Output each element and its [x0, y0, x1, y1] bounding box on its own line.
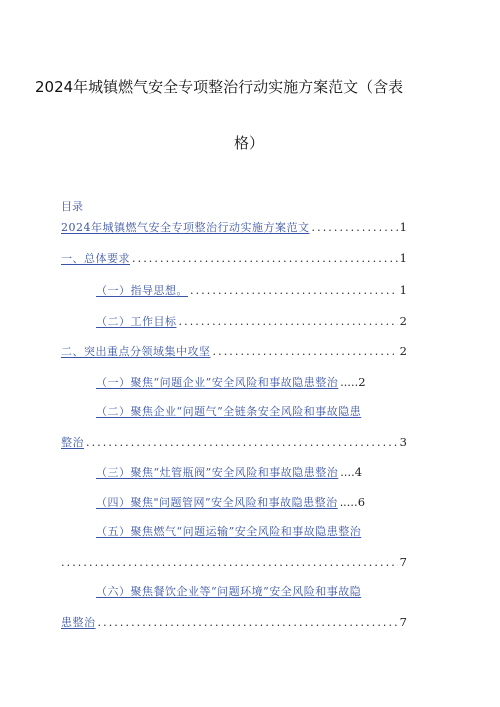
toc-leader-dots — [312, 220, 398, 236]
toc-entry-link[interactable]: 2024年城镇燃气安全专项整治行动实施方案范文 — [61, 221, 310, 234]
toc-entry-problem-environment-continuation[interactable] — [61, 614, 407, 630]
toc-leader-dots: .… — [340, 466, 355, 479]
toc-leader-dots — [190, 283, 398, 299]
toc-leader-dots — [132, 251, 398, 267]
toc-page-number: 7 — [399, 555, 407, 569]
toc-entry-link[interactable]: （五）聚焦燃气“问题运输”安全风险和事故隐患整治 — [96, 525, 362, 538]
toc-heading: 目录 — [61, 200, 83, 213]
toc-entry-link[interactable]: （二）工作目标 — [96, 315, 177, 328]
toc-entry-problem-transport-leader — [61, 554, 407, 570]
toc-entry-key-areas[interactable] — [61, 343, 407, 359]
toc-page-number: 7 — [399, 615, 407, 629]
toc-entry-problem-pipelines[interactable] — [96, 494, 365, 510]
toc-entry-guiding-ideology[interactable] — [96, 282, 407, 298]
toc-leader-dots — [98, 615, 398, 631]
toc-leader-dots — [61, 555, 398, 571]
toc-entry-problem-environment[interactable] — [96, 584, 361, 600]
toc-entry-main-title[interactable] — [61, 219, 407, 235]
toc-page-number: 6 — [357, 495, 366, 509]
document-title-line-1: 2024年城镇燃气安全专项整治行动实施方案范文（含表 — [35, 78, 404, 96]
toc-page-number: 2 — [399, 344, 407, 358]
toc-entry-link-continuation[interactable]: 整治 — [61, 436, 84, 449]
toc-entry-link[interactable]: （一）聚焦“问题企业”安全风险和事故隐患整治 — [96, 376, 339, 389]
toc-entry-link[interactable]: （六）聚焦餐饮企业等“问题环境”安全风险和事故隐 — [96, 585, 362, 598]
toc-page-number: 4 — [354, 465, 363, 479]
toc-leader-dots: ..… — [339, 496, 358, 509]
toc-entry-stove-pipe-bottle-valve[interactable] — [96, 464, 362, 480]
toc-page-number: 2 — [399, 314, 407, 328]
toc-entry-problem-enterprises[interactable] — [96, 374, 366, 390]
toc-page-number: 3 — [399, 435, 407, 449]
toc-page-number: 1 — [399, 251, 407, 265]
toc-entry-link[interactable]: （一）指导思想。 — [96, 284, 188, 297]
toc-entry-link[interactable]: 二、突出重点分领域集中攻坚 — [61, 345, 211, 358]
toc-leader-dots — [86, 435, 398, 451]
document-title-line-2: 格） — [234, 134, 265, 152]
toc-leader-dots — [213, 344, 398, 360]
toc-entry-problem-transport[interactable] — [96, 524, 361, 540]
toc-entry-link[interactable]: （三）聚焦“灶管瓶阀”安全风险和事故隐患整治 — [96, 466, 339, 479]
toc-entry-problem-gas[interactable] — [96, 404, 361, 420]
toc-entry-overall-requirements[interactable] — [61, 250, 407, 266]
toc-page-number: 1 — [399, 283, 407, 297]
toc-entry-link[interactable]: （四）聚焦"问题管网”安全风险和事故隐患整治 — [96, 496, 338, 509]
toc-page-number: 2 — [358, 375, 366, 389]
toc-entry-link[interactable]: 一、总体要求 — [61, 252, 130, 265]
toc-leader-dots — [179, 314, 398, 330]
toc-entry-work-goals[interactable] — [96, 313, 407, 329]
toc-entry-problem-gas-continuation[interactable] — [61, 434, 407, 450]
toc-entry-link-continuation[interactable]: 患整治 — [61, 616, 96, 629]
toc-leader-dots: ..… — [340, 376, 359, 389]
toc-entry-link[interactable]: （二）聚焦企业“问题气”全链条安全风险和事故隐患 — [96, 405, 362, 418]
toc-page-number: 1 — [399, 220, 407, 234]
